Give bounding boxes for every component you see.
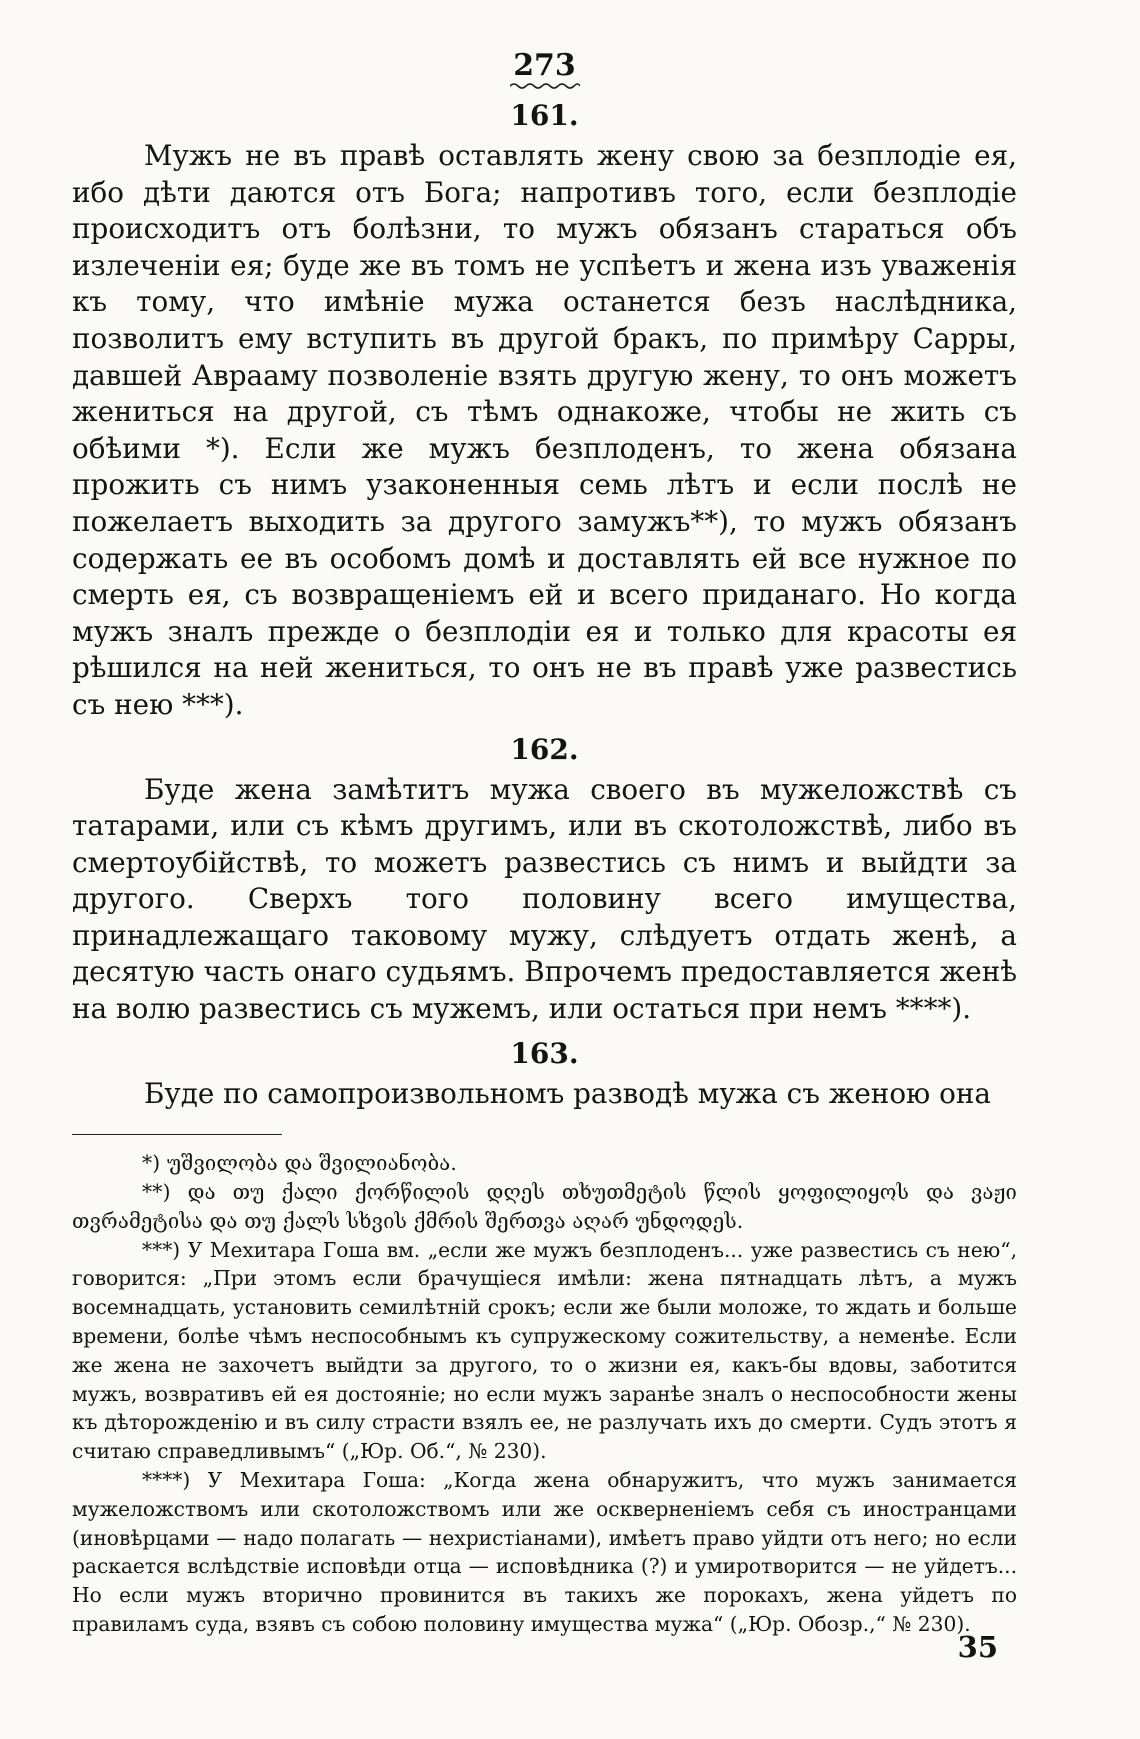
article-text: Буде по самопроизвольномъ разводѣ мужа съ женою она [144, 1076, 991, 1110]
footnote-text: და თუ ქალი ქორწილის დღეს თხუთმეტის წლის ყოფილიყოს და ვაჟი თვრამეტისა და თუ ქალს სხვის ქმრის შერთვა აღარ უნდოდეს. [72, 1180, 1017, 1233]
article-text: Буде жена замѣтитъ мужа своего въ мужеложствѣ съ татарами, или съ кѣмъ другимъ, или въ скотоложствѣ, либо въ смертоубійствѣ, то можетъ развестись съ нимъ и выйдти за другого. Сверхъ того половину всего имущества, принадлежащаго таковому мужу, слѣдуетъ отдать женѣ, а десятую часть онаго судьямъ. Впрочемъ предоставляется женѣ на волю развестись съ мужемъ, или остаться при немъ ****). [72, 772, 1017, 1026]
footnote-marker: ***) [142, 1237, 181, 1262]
footnote [72, 1236, 1017, 1466]
footnote-divider [72, 1134, 282, 1135]
decorative-wave-ornament [510, 82, 580, 90]
article-number: 163. [510, 1036, 579, 1070]
footnote-text: У Мехитара Гоша: „Когда жена обнаружитъ, что мужъ занимается мужеложствомъ или скотоложствомъ или же оскверненіемъ себя съ иностранцами (иновѣрцами — надо полагать — нехристіанами), имѣетъ право уйдти отъ него; но если раскается вслѣдствіе исповѣди отца — исповѣдника (?) и умиротворится — не уйдетъ... Но если мужъ вторично провинится въ такихъ же порокахъ, жена уйдетъ по правиламъ суда, взявъ съ собою половину имущества мужа“ („Юр. Обозр.,“ № 230). [72, 1468, 1018, 1636]
footnotes [72, 1149, 1017, 1639]
footnote [72, 1178, 1017, 1236]
page-number [72, 46, 1017, 90]
page-number-text: 273 [513, 48, 576, 83]
article-number: 161. [510, 99, 579, 132]
article-number: 162. [510, 732, 579, 766]
article-text: Мужъ не въ правѣ оставлять жену свою за безплодіе ея, ибо дѣти даются отъ Бога; напротивъ того, если безплодіе происходитъ отъ болѣзни, то мужъ обязанъ стараться объ излеченіи ея; буде же въ томъ не успѣетъ и жена изъ уваженія къ тому, что имѣніе мужа останется безъ наслѣдника, позволитъ ему вступить въ другой бракъ, по примѣру Сарры, давшей Аврааму позволеніе взять другую жену, то онъ можетъ жениться на другой, съ тѣмъ однакоже, чтобы не жить съ обѣими *). Если же мужъ безплоденъ, то жена обязана прожить съ нимъ узаконенныя семь лѣтъ и если послѣ не пожелаетъ выходить за другого замужъ**), то мужъ обязанъ содержать ее въ особомъ домѣ и доставлять ей все нужное по смерть ея, съ возвращеніемъ ей и всего приданаго. Но когда мужъ зналъ прежде о безплодіи ея и только для красоты ея рѣшился на ней жениться, то онъ не въ правѣ уже развестись съ нею ***). [72, 139, 1017, 721]
footnote-marker: *) [142, 1151, 161, 1176]
footnote [72, 1149, 1017, 1178]
book-page [72, 46, 1017, 1639]
footnote-text: უშვილობა და შვილიანობა. [167, 1151, 458, 1176]
printer-signature-mark: 35 [957, 1630, 998, 1664]
footnote-text: У Мехитара Гоша вм. „если же мужъ безплоденъ... уже развестись съ нею“, говорится: „При этомъ если брачущіеся имѣли: жена пятнадцать лѣтъ, а мужъ восемнадцать, установить семилѣтній срокъ; если же были моложе, то ждать и больше времени, болѣе чѣмъ неспособнымъ къ супружескому сожительству, а неменѣе. Если же жена не захочетъ выйдти за другого, то о жизни ея, какъ-бы вдовы, заботится мужъ, возвративъ ей ея достояніе; но если мужъ заранѣе зналъ о неспособности жены къ дѣторожденію и въ силу страсти взялъ ее, не разлучать ихъ до смерти. Судъ этотъ я считаю справедливымъ“ („Юр. Об.“, № 230). [72, 1237, 1017, 1464]
footnote [72, 1466, 1017, 1639]
footnote-marker: **) [142, 1180, 171, 1205]
footnote-marker: ****) [142, 1468, 191, 1493]
